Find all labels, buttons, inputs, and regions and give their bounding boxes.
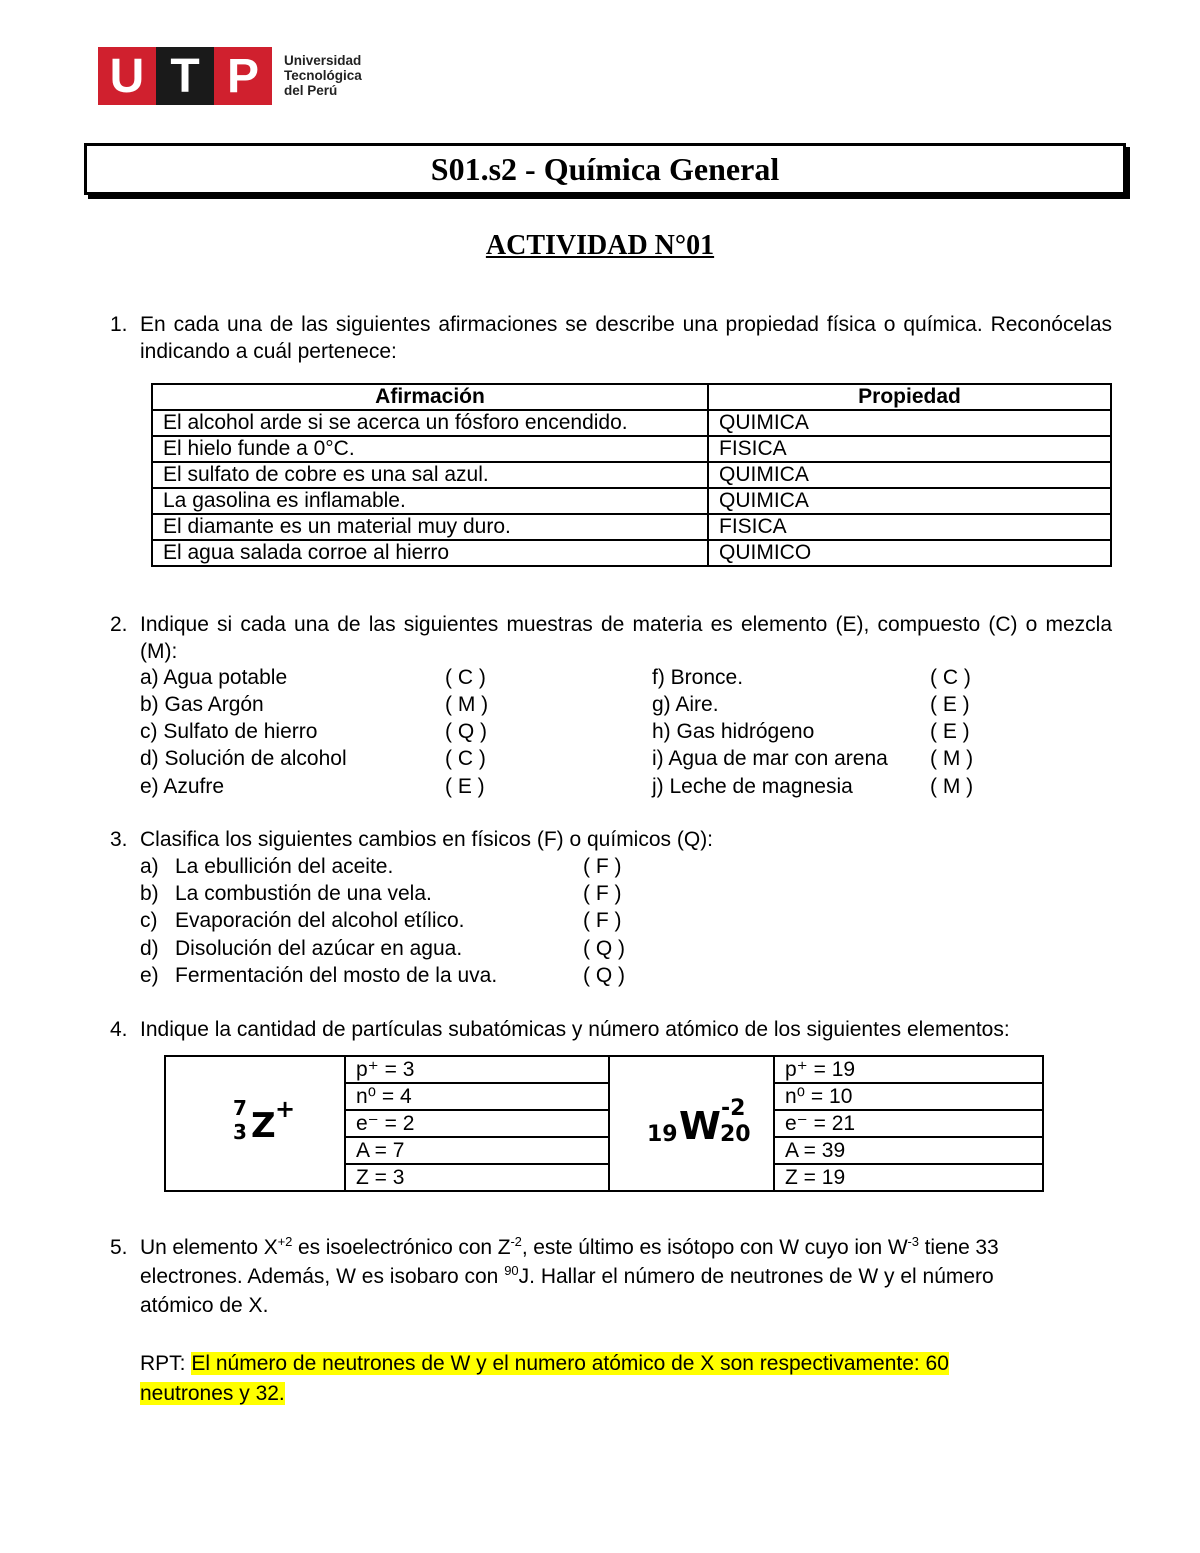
svg-text:Z: Z xyxy=(251,1105,276,1146)
list-item-answer: ( F ) xyxy=(583,909,622,932)
svg-text:20: 20 xyxy=(719,1121,751,1147)
list-item-answer: ( Q ) xyxy=(583,964,625,987)
list-item-answer: ( E ) xyxy=(930,693,970,716)
list-item-label: b) Gas Argón xyxy=(140,693,264,716)
table-row: El sulfato de cobre es una sal azul. QUIMICA xyxy=(152,462,1111,488)
list-item-answer: ( M ) xyxy=(445,693,489,716)
list-item-label: d) Solución de alcohol xyxy=(140,747,347,770)
question-4-number: 4. xyxy=(110,1018,128,1041)
list-item-answer: ( C ) xyxy=(445,666,486,689)
svg-text:+: + xyxy=(275,1094,296,1123)
question-5-number: 5. xyxy=(110,1236,128,1259)
list-item-label: Fermentación del mosto de la uva. xyxy=(175,964,498,987)
list-item-answer: ( Q ) xyxy=(583,937,625,960)
list-item-answer: ( M ) xyxy=(930,775,974,798)
list-item-answer: ( F ) xyxy=(583,855,622,878)
list-item-answer: ( F ) xyxy=(583,882,622,905)
list-item-answer: ( M ) xyxy=(930,747,974,770)
logo-letter-p: P xyxy=(214,47,272,105)
question-5-line-2: electrones. Además, W es isobaro con $^{90}$J. Hallar el número de neutrones de W y el número xyxy=(140,1263,994,1288)
question-3-number: 3. xyxy=(110,828,128,851)
list-item-label: g) Aire. xyxy=(652,693,719,716)
list-item-answer: ( C ) xyxy=(445,747,486,770)
list-item-label: Disolución del azúcar en agua. xyxy=(175,937,463,960)
table-row: El diamante es un material muy duro. FISICA xyxy=(152,514,1111,540)
table-row: El alcohol arde si se acerca un fósforo encendido. QUIMICA xyxy=(152,410,1111,436)
atom-z-value: e⁻ = 2 xyxy=(345,1110,609,1137)
page-title: S01.s2 - Química General xyxy=(84,143,1126,195)
question-3-text: Clasifica los siguientes cambios en físicos (F) o químicos (Q): xyxy=(140,828,714,851)
atom-w-value: n⁰ = 10 xyxy=(774,1083,1043,1110)
answer-highlight: neutrones y 32. xyxy=(140,1382,285,1405)
list-item-label: i) Agua de mar con arena xyxy=(652,747,888,770)
activity-heading: ACTIVIDAD N°01 xyxy=(485,230,715,261)
question-4-text: Indique la cantidad de partículas subatómicas y número atómico de los siguientes elementos: xyxy=(140,1018,1010,1041)
question-1-text: En cada una de las siguientes afirmaciones se describe una propiedad física o química. Reconócelas indicando a cuál pertenece: xyxy=(140,313,1112,363)
table-row: El hielo funde a 0°C. FISICA xyxy=(152,436,1111,462)
answer-highlight: El número de neutrones de W y el numero atómico de X son respectivamente: 60 xyxy=(191,1352,949,1375)
table-row: La gasolina es inflamable. QUIMICA xyxy=(152,488,1111,514)
list-item-label: j) Leche de magnesia xyxy=(652,775,853,798)
atom-w-symbol xyxy=(609,1056,774,1191)
table-header-row xyxy=(152,384,1111,410)
list-item-label: La combustión de una vela. xyxy=(175,882,432,905)
list-item-label: c) Sulfato de hierro xyxy=(140,720,318,743)
list-item-label: Evaporación del alcohol etílico. xyxy=(175,909,465,932)
atom-w-value: A = 39 xyxy=(774,1137,1043,1164)
question-5-line-1: Un elemento $X^{+2}$ es isoelectrónico con $Z^{-2}$, este último es isótopo con W cuyo ion $W^{-3}$ tiene 33 xyxy=(140,1234,999,1259)
svg-text:19: 19 xyxy=(646,1121,678,1147)
header-afirmacion: Afirmación xyxy=(152,384,708,410)
list-item-label: e) Azufre xyxy=(140,775,225,798)
answer-line-2 xyxy=(140,1380,285,1407)
list-item-answer: ( Q ) xyxy=(445,720,487,743)
atom-z-value: p⁺ = 3 xyxy=(345,1056,609,1083)
list-item-label: La ebullición del aceite. xyxy=(175,855,394,878)
logo-letter-u: U xyxy=(98,47,156,105)
svg-text:7: 7 xyxy=(233,1095,247,1120)
question-5-line-3: atómico de X. xyxy=(140,1294,269,1317)
header-propiedad: Propiedad xyxy=(708,384,1111,410)
atoms-table xyxy=(164,1055,1044,1192)
properties-table xyxy=(151,383,1112,567)
list-item-label: a) Agua potable xyxy=(140,666,288,689)
atom-w-value: p⁺ = 19 xyxy=(774,1056,1043,1083)
atom-z-value: n⁰ = 4 xyxy=(345,1083,609,1110)
svg-text:3: 3 xyxy=(233,1119,247,1144)
list-item-label: h) Gas hidrógeno xyxy=(652,720,815,743)
list-item-answer: ( C ) xyxy=(930,666,971,689)
list-item-label: f) Bronce. xyxy=(652,666,744,689)
svg-text:W: W xyxy=(678,1103,721,1148)
logo-letter-t: T xyxy=(156,47,214,105)
atom-z-value: A = 7 xyxy=(345,1137,609,1164)
answer-label: RPT: xyxy=(140,1352,192,1375)
logo-text: Universidad Tecnológica del Perú xyxy=(284,53,362,98)
question-2-text: Indique si cada una de las siguientes muestras de materia es elemento (E), compuesto (C) o mezcla (M): xyxy=(140,613,1112,663)
answer-line-1 xyxy=(140,1350,949,1377)
atom-z-value: Z = 3 xyxy=(345,1164,609,1191)
atom-w-value: e⁻ = 21 xyxy=(774,1110,1043,1137)
atom-z-notation xyxy=(195,1081,315,1161)
svg-text:-2: -2 xyxy=(720,1095,745,1121)
atom-w-notation xyxy=(617,1081,767,1161)
atom-w-value: Z = 19 xyxy=(774,1164,1043,1191)
atom-z-symbol xyxy=(165,1056,345,1191)
list-item-answer: ( E ) xyxy=(930,720,970,743)
table-row: El agua salada corroe al hierro QUIMICO xyxy=(152,540,1111,566)
list-item-answer: ( E ) xyxy=(445,775,485,798)
